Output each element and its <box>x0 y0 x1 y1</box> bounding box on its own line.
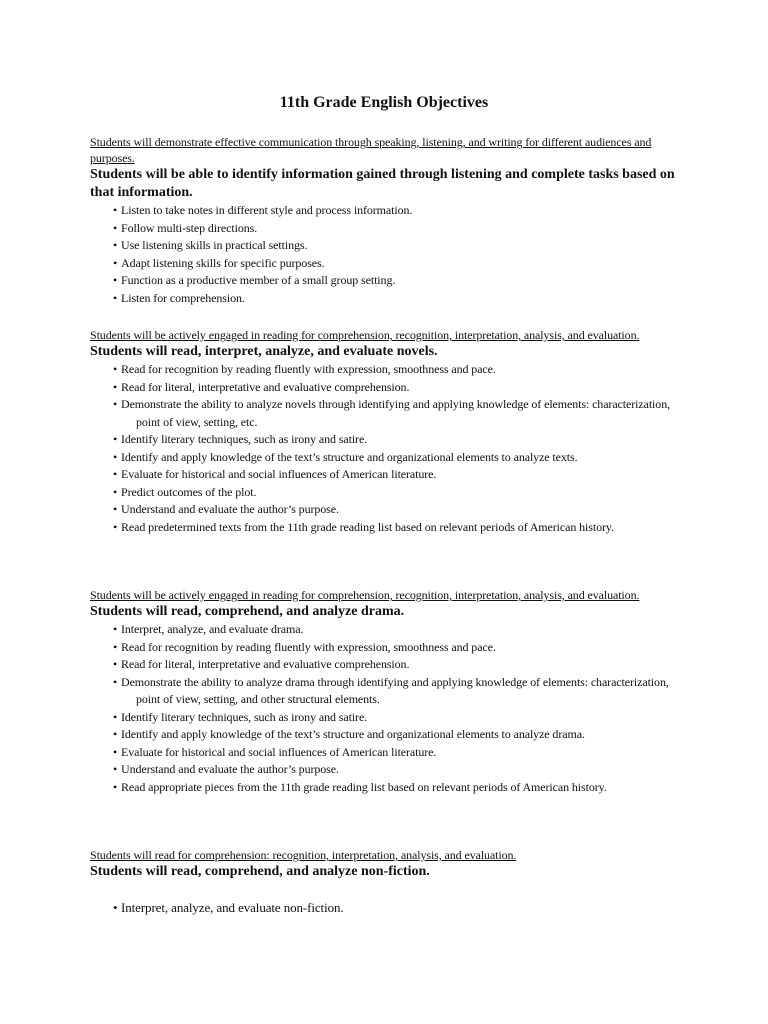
bullet-icon: • <box>113 502 118 516</box>
bullet-icon: • <box>113 639 118 654</box>
list-item: • Demonstrate the ability to analyze novels through identifying and applying knowledge of elements: characterization, point of view, setting, etc. <box>113 397 670 429</box>
bullet-icon: • <box>113 273 118 287</box>
bullet-icon: • <box>113 657 118 671</box>
section-intro: Students will be actively engaged in reading for comprehension, recognition, interpretation, analysis, and evaluation. <box>90 588 640 602</box>
bullet-icon: • <box>113 674 118 689</box>
bullet-list <box>90 899 680 917</box>
list-item: • Understand and evaluate the author’s purpose. <box>113 761 680 779</box>
page-title: 11th Grade English Objectives <box>279 94 489 111</box>
bullet-icon: • <box>113 900 118 915</box>
section-heading: Students will read, comprehend, and analyze non-fiction. <box>90 864 430 879</box>
objective-section-listening <box>90 134 680 307</box>
spacer <box>90 881 680 899</box>
list-item: • Read for recognition by reading fluently with expression, smoothness and pace. <box>113 639 680 657</box>
section-intro: Students will be actively engaged in reading for comprehension, recognition, interpretation, analysis, and evaluation. <box>90 328 640 342</box>
bullet-icon: • <box>113 709 118 724</box>
bullet-icon: • <box>113 362 118 376</box>
list-item: • Read for literal, interpretative and evaluative comprehension. <box>113 379 680 397</box>
list-item: • Interpret, analyze, and evaluate non-fiction. <box>113 900 344 915</box>
bullet-icon: • <box>113 290 118 305</box>
bullet-icon: • <box>113 467 118 481</box>
bullet-icon: • <box>113 255 118 270</box>
list-item: • Identify literary techniques, such as irony and satire. <box>113 709 680 727</box>
bullet-icon: • <box>113 727 118 741</box>
bullet-icon: • <box>113 519 118 534</box>
section-intro: Students will demonstrate effective communication through speaking, listening, and writing for different audiences and purposes. <box>90 135 652 165</box>
bullet-icon: • <box>113 762 118 776</box>
bullet-list <box>90 621 680 796</box>
list-item: • Follow multi-step directions. <box>113 220 680 238</box>
list-item: • Identify and apply knowledge of the text’s structure and organizational elements to analyze texts. <box>113 449 680 467</box>
list-item: • Identify literary techniques, such as irony and satire. <box>113 431 680 449</box>
list-item: • Listen to take notes in different style and process information. <box>113 202 680 220</box>
objective-section-novels <box>90 327 680 536</box>
bullet-icon: • <box>113 484 118 499</box>
bullet-icon: • <box>113 220 118 235</box>
list-item: • Understand and evaluate the author’s purpose. <box>113 501 680 519</box>
bullet-icon: • <box>113 397 118 411</box>
list-item: • Interpret, analyze, and evaluate drama. <box>113 621 680 639</box>
bullet-icon: • <box>113 379 118 394</box>
bullet-icon: • <box>113 203 118 217</box>
list-item: • Identify and apply knowledge of the text’s structure and organizational elements to analyze drama. <box>113 726 680 744</box>
list-item: • Adapt listening skills for specific purposes. <box>113 255 680 273</box>
bullet-icon: • <box>113 432 118 446</box>
bullet-list <box>90 202 680 307</box>
list-item: • Evaluate for historical and social influences of American literature. <box>113 744 680 762</box>
section-heading: Students will read, interpret, analyze, and evaluate novels. <box>90 344 438 359</box>
bullet-icon: • <box>113 744 118 759</box>
list-item: • Predict outcomes of the plot. <box>113 484 680 502</box>
bullet-icon: • <box>113 622 118 636</box>
list-item: • Read appropriate pieces from the 11th grade reading list based on relevant periods of American history. <box>113 779 680 797</box>
list-item: • Read for recognition by reading fluently with expression, smoothness and pace. <box>113 361 680 379</box>
objective-section-drama <box>90 587 680 796</box>
section-heading: Students will read, comprehend, and analyze drama. <box>90 604 405 619</box>
bullet-list <box>90 361 680 536</box>
list-item: • Listen for comprehension. <box>113 290 680 308</box>
section-heading: Students will be able to identify information gained through listening and complete tasks based on that information. <box>90 167 675 200</box>
list-item: • Demonstrate the ability to analyze drama through identifying and applying knowledge of elements: characterization, point of view, setting, and other structural elements. <box>113 674 669 706</box>
section-intro: Students will read for comprehension: recognition, interpretation, analysis, and evaluation. <box>90 848 517 862</box>
list-item: • Function as a productive member of a small group setting. <box>113 272 680 290</box>
bullet-icon: • <box>113 238 118 252</box>
list-item: • Use listening skills in practical settings. <box>113 237 680 255</box>
bullet-icon: • <box>113 449 118 464</box>
bullet-icon: • <box>113 779 118 794</box>
objective-section-nonfiction <box>90 847 680 917</box>
list-item: • Read predetermined texts from the 11th grade reading list based on relevant periods of American history. <box>113 519 680 537</box>
list-item: • Read for literal, interpretative and evaluative comprehension. <box>113 656 680 674</box>
list-item: • Evaluate for historical and social influences of American literature. <box>113 466 680 484</box>
